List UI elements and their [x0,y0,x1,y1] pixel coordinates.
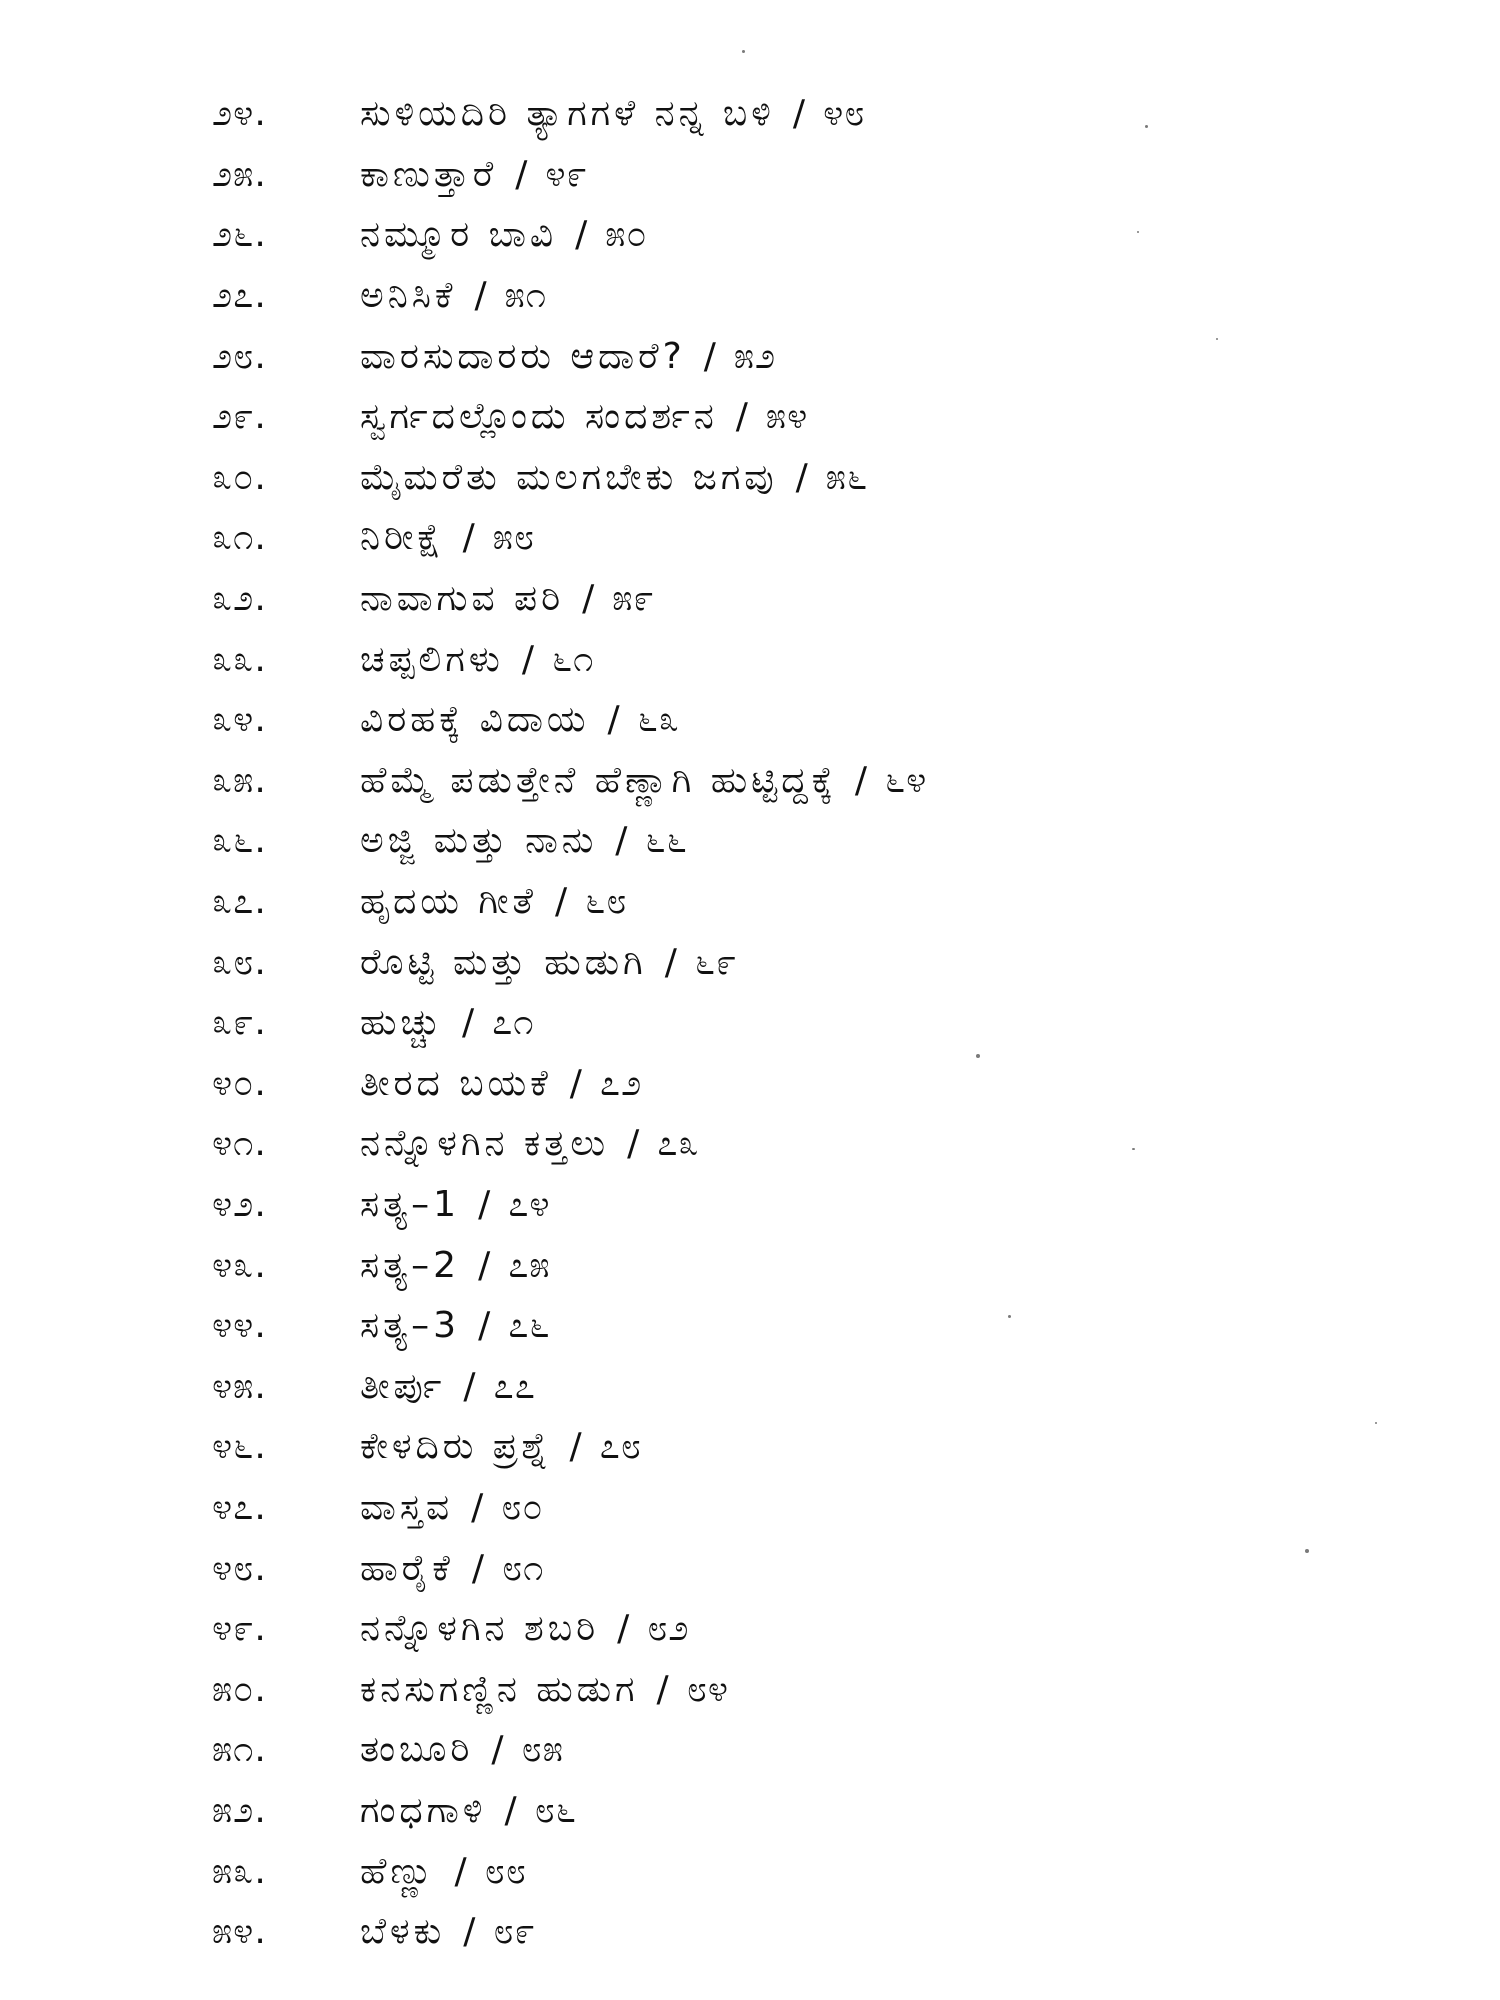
toc-entry [212,1175,1312,1236]
toc-entry-page-number: ೫೮ [492,517,536,559]
toc-entry-separator: / [454,1850,467,1892]
toc-entry-title: ನಿರೀಕ್ಷೆ [360,517,445,559]
toc-entry-page-number: ೫೬ [825,456,869,498]
toc-entry-number: ೩೬. [212,820,267,862]
toc-entry-number: ೫೦. [212,1668,267,1710]
toc-entry-number: ೪೧. [212,1123,267,1165]
toc-entry-separator: / [515,153,528,195]
toc-entry [212,448,1312,509]
toc-entry-title: ವಾರಸುದಾರರು ಆದಾರೆ? [360,335,686,377]
toc-entry-title: ಅನಿಸಿಕೆ [360,275,457,317]
toc-entry-title: ಸುಳಿಯದಿರಿ ತ್ಯಾಗಗಳೆ ನನ್ನ ಬಳಿ [360,93,775,135]
toc-entry-page-number: ೮೯ [493,1911,536,1953]
toc-entry-separator: / [504,1789,517,1831]
toc-entry-separator: / [627,1123,640,1165]
scan-speck [1216,338,1218,340]
toc-entry-page-number: ೬೧ [551,638,595,680]
toc-entry-number: ೪೦. [212,1062,267,1104]
toc-entry [212,266,1312,327]
toc-entry-title: ಸ್ವರ್ಗದಲ್ಲೊಂದು ಸಂದರ್ಶನ [360,396,718,438]
toc-entry-number: ೩೩. [212,638,267,680]
toc-entry-number: ೩೯. [212,1002,267,1044]
toc-entry-separator: / [735,396,748,438]
toc-entry-page-number: ೫೨ [733,335,777,377]
toc-entry-separator: / [491,1729,504,1771]
toc-entry-title: ಚಪ್ಪಲಿಗಳು [360,638,504,680]
toc-entry-page-number: ೮೧ [501,1547,545,1589]
toc-entry-number: ೫೨. [212,1789,267,1831]
toc-entry-page-number: ೮೪ [686,1668,730,1710]
toc-entry-number: ೪೪. [212,1305,267,1347]
toc-entry [212,993,1312,1054]
toc-entry [212,1478,1312,1539]
toc-entry-number: ೫೪. [212,1911,267,1953]
toc-entry-title: ತಂಬೂರಿ [360,1729,474,1771]
toc-entry-page-number: ೮೫ [521,1729,564,1771]
toc-entry-number: ೫೧. [212,1729,267,1771]
toc-entry-page-number: ೪೯ [545,153,588,195]
toc-entry [212,751,1312,812]
toc-entry-separator: / [521,638,534,680]
toc-entry-separator: / [569,1426,582,1468]
toc-entry-title: ಹಾರೈಕೆ [360,1547,454,1589]
toc-entry-number: ೨೯. [212,396,267,438]
toc-entry-number: ೫೩. [212,1850,267,1892]
toc-entry-separator: / [555,881,568,923]
toc-entry-page-number: ೮೨ [647,1608,690,1650]
toc-entry [212,872,1312,933]
toc-entry-page-number: ೬೬ [645,820,688,862]
toc-entry-page-number: ೭೩ [657,1123,700,1165]
toc-entry-page-number: ೬೯ [694,941,738,983]
toc-entry [212,145,1312,206]
toc-entry-page-number: ೬೩ [637,699,680,741]
toc-entry-page-number: ೫೧ [504,275,547,317]
toc-entry [212,1781,1312,1842]
toc-entry-number: ೨೪. [212,93,267,135]
toc-entry-title: ಮೈಮರೆತು ಮಲಗಬೇಕು ಜಗವು [360,456,778,498]
toc-entry-number: ೨೫. [212,153,267,195]
toc-entry-title: ಕೇಳದಿರು ಪ್ರಶ್ನೆ [360,1426,552,1468]
toc-entry-separator: / [471,1547,484,1589]
toc-entry-number: ೩೦. [212,456,267,498]
toc-entry-separator: / [664,941,677,983]
toc-entry-number: ೩೭. [212,881,267,923]
toc-entry-title: ಬೆಳಕು [360,1911,446,1953]
toc-entry-page-number: ೭೨ [599,1062,643,1104]
scan-speck [1008,1315,1011,1318]
toc-entry-page-number: ೭೭ [493,1365,536,1407]
toc-entry-number: ೩೫. [212,759,267,801]
toc-entry [212,811,1312,872]
scan-speck [976,1054,980,1058]
toc-entry-number: ೪೨. [212,1183,267,1225]
toc-entry-separator: / [569,1062,582,1104]
toc-entry [212,387,1312,448]
toc-entry-title: ತೀರ್ಪು [360,1365,446,1407]
toc-entry-page-number: ೪೮ [823,93,866,135]
toc-entry-number: ೪೭. [212,1486,267,1528]
toc-entry-page-number: ೫೦ [605,214,648,256]
toc-entry-separator: / [854,759,868,801]
toc-entry [212,84,1312,145]
toc-entry [212,1356,1312,1417]
scan-speck [1305,1549,1309,1553]
toc-entry [212,629,1312,690]
toc-entry-page-number: ೭೪ [508,1183,551,1225]
toc-entry-title: ನಾವಾಗುವ ಪರಿ [360,578,565,620]
toc-entry-title: ವಿರಹಕ್ಕೆ ವಿದಾಯ [360,699,590,741]
toc-entry-page-number: ೭೬ [508,1305,551,1347]
toc-entry-title: ಹೆಣ್ಣು [360,1850,437,1892]
toc-entry-number: ೪೬. [212,1426,267,1468]
toc-entry-title: ಅಜ್ಜಿ ಮತ್ತು ನಾನು [360,820,598,862]
toc-entry [212,326,1312,387]
toc-entry [212,1054,1312,1115]
toc-entry-page-number: ೭೧ [492,1002,535,1044]
scan-speck [1137,231,1139,233]
toc-entry [212,1841,1312,1902]
toc-entry [212,1235,1312,1296]
toc-entry-separator: / [792,93,806,135]
toc-entry-number: ೪೫. [212,1365,267,1407]
toc-entry-separator: / [471,1486,484,1528]
toc-entry [212,569,1312,630]
toc-entry-title: ಸತ್ಯ–3 [360,1305,461,1347]
toc-entry-title: ವಾಸ್ತವ [360,1486,454,1528]
scan-speck [1145,125,1148,128]
toc-entry-separator: / [474,275,487,317]
toc-entry-title: ನಮ್ಮೂರ ಬಾವಿ [360,214,558,256]
toc-entry-separator: / [462,517,475,559]
toc-entry-title: ಸತ್ಯ–1 [360,1183,461,1225]
toc-entry-separator: / [478,1244,491,1286]
table-of-contents [212,84,1312,1962]
toc-entry-number: ೩೮. [212,941,267,983]
toc-entry-title: ಸತ್ಯ–2 [360,1244,461,1286]
toc-entry-separator: / [703,335,716,377]
toc-entry-separator: / [615,820,628,862]
scan-speck [1132,1148,1135,1150]
toc-entry [212,690,1312,751]
toc-entry-page-number: ೫೪ [765,396,809,438]
toc-entry-separator: / [656,1668,669,1710]
toc-entry-separator: / [478,1183,491,1225]
toc-entry-number: ೪೩. [212,1244,267,1286]
toc-entry-separator: / [575,214,588,256]
toc-entry-separator: / [617,1608,630,1650]
toc-entry-number: ೨೬. [212,214,267,256]
toc-entry-number: ೨೭. [212,275,267,317]
toc-entry [212,1902,1312,1963]
toc-entry-title: ನನ್ನೊಳಗಿನ ಕತ್ತಲು [360,1123,610,1165]
toc-entry-title: ಹೆಮ್ಮೆ ಪಡುತ್ತೇನೆ ಹೆಣ್ಣಾಗಿ ಹುಟ್ಟಿದ್ದಕ್ಕೆ [360,759,837,801]
toc-entry [212,1296,1312,1357]
toc-entry-page-number: ೮೦ [501,1486,544,1528]
toc-entry [212,508,1312,569]
toc-entry-title: ರೊಟ್ಟಿ ಮತ್ತು ಹುಡುಗಿ [360,941,647,983]
toc-entry-page-number: ೮೬ [534,1789,577,1831]
scan-speck [1375,1422,1377,1424]
toc-entry-title: ನನ್ನೊಳಗಿನ ಶಬರಿ [360,1608,600,1650]
toc-entry-separator: / [795,456,808,498]
toc-entry [212,1659,1312,1720]
toc-entry-title: ಹುಚ್ಚು [360,1002,444,1044]
toc-entry-page-number: ೫೯ [612,578,655,620]
toc-entry [212,205,1312,266]
toc-entry-separator: / [463,1365,476,1407]
toc-entry-number: ೪೮. [212,1547,267,1589]
toc-entry-separator: / [478,1305,491,1347]
toc-entry-title: ಗಂಧಗಾಳಿ [360,1789,487,1831]
toc-entry [212,1538,1312,1599]
toc-entry-number: ೩೧. [212,517,267,559]
toc-entry-title: ತೀರದ ಬಯಕೆ [360,1062,552,1104]
toc-entry-page-number: ೭೮ [599,1426,642,1468]
toc-entry-title: ಹೃದಯ ಗೀತೆ [360,881,537,923]
toc-entry-separator: / [607,699,620,741]
toc-entry-page-number: ೮೮ [484,1850,527,1892]
toc-entry [212,1417,1312,1478]
toc-entry-separator: / [582,578,595,620]
toc-entry-title: ಕಾಣುತ್ತಾರೆ [360,153,498,195]
toc-entry [212,1599,1312,1660]
toc-entry-separator: / [462,1002,475,1044]
toc-entry-page-number: ೭೫ [508,1244,551,1286]
toc-entry-page-number: ೬೪ [885,759,928,801]
toc-entry-number: ೩೨. [212,578,267,620]
toc-entry [212,932,1312,993]
toc-entry-number: ೨೮. [212,335,267,377]
toc-entry-number: ೩೪. [212,699,267,741]
toc-entry-number: ೪೯. [212,1608,267,1650]
scan-speck [742,50,745,53]
toc-entry-title: ಕನಸುಗಣ್ಣಿನ ಹುಡುಗ [360,1668,639,1710]
toc-entry [212,1114,1312,1175]
toc-entry [212,1720,1312,1781]
toc-entry-page-number: ೬೮ [585,881,628,923]
toc-entry-separator: / [463,1911,476,1953]
